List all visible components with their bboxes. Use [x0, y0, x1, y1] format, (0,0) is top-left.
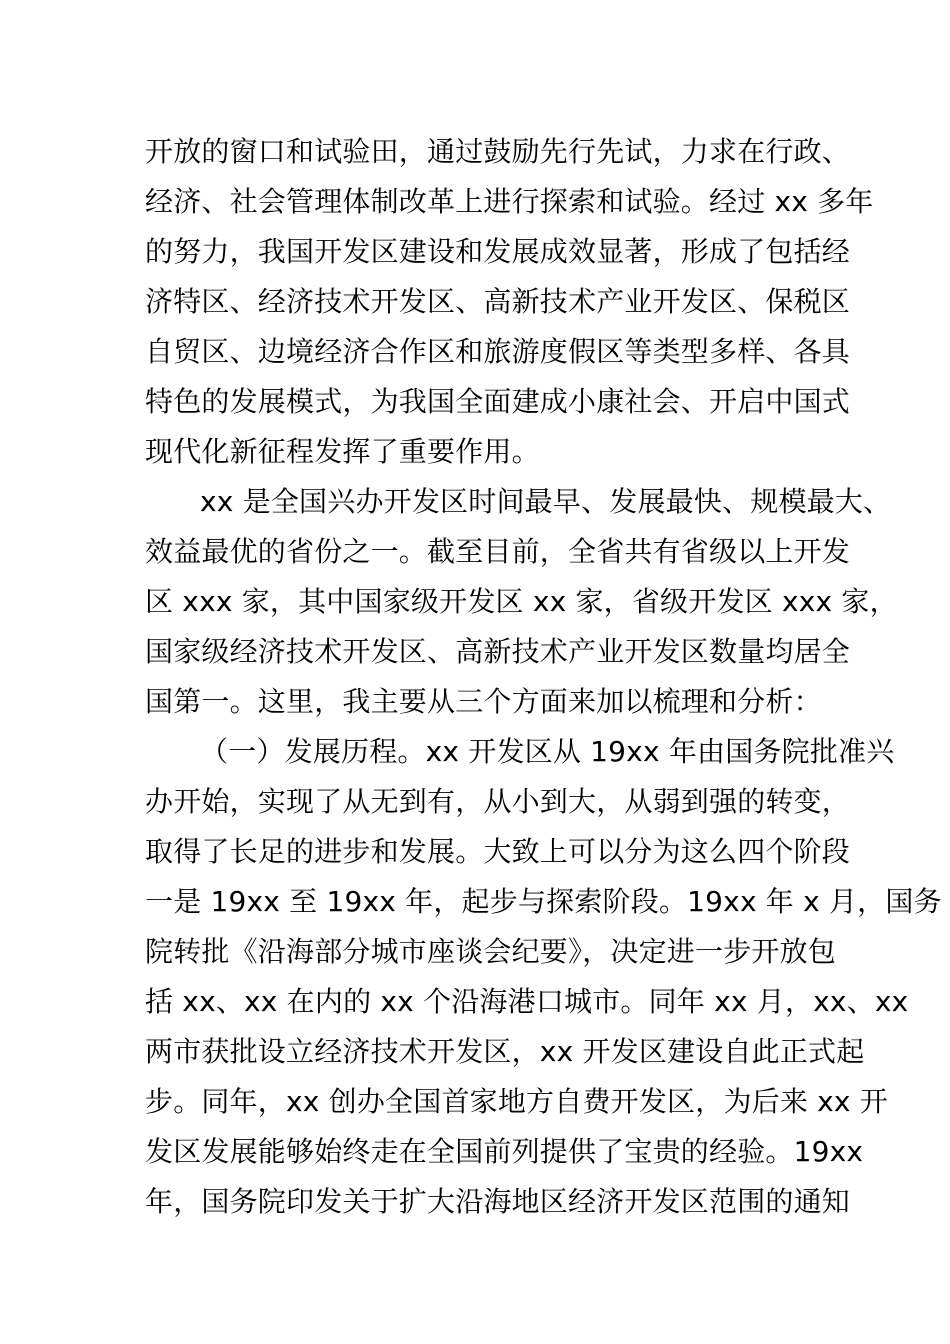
text-line: 国第一。这里，我主要从三个方面来加以梳理和分析：	[145, 685, 822, 718]
text-line: 两市获批设立经济技术开发区，xx 开发区建设自此正式起	[145, 1035, 865, 1068]
text-line: 的努力，我国开发区建设和发展成效显著，形成了包括经	[145, 235, 851, 268]
text-line: 发区发展能够始终走在全国前列提供了宝贵的经验。19xx	[145, 1135, 864, 1168]
text-line: 办开始，实现了从无到有，从小到大，从弱到强的转变，	[145, 785, 851, 818]
text-line: 步。同年，xx 创办全国首家地方自费开发区，为后来 xx 开	[145, 1085, 888, 1118]
text-line: 效益最优的省份之一。截至目前，全省共有省级以上开发	[145, 535, 851, 568]
text-line: 经济、社会管理体制改革上进行探索和试验。经过 xx 多年	[145, 185, 874, 218]
text-line: 年，国务院印发关于扩大沿海地区经济开发区范围的通知	[145, 1185, 851, 1218]
text-line: 取得了长足的进步和发展。大致上可以分为这么四个阶段	[145, 835, 851, 868]
paragraph-first-line: xx 是全国兴办开发区时间最早、发展最快、规模最大、	[200, 485, 892, 518]
text-line: 院转批《沿海部分城市座谈会纪要》，决定进一步开放包	[145, 935, 837, 968]
text-line: 国家级经济技术开发区、高新技术产业开发区数量均居全	[145, 635, 851, 668]
text-line: 特色的发展模式，为我国全面建成小康社会、开启中国式	[145, 385, 851, 418]
text-line: 一是 19xx 至 19xx 年，起步与探索阶段。19xx 年 x 月，国务	[145, 885, 942, 918]
section-heading-line: （一）发展历程。xx 开发区从 19xx 年由国务院批准兴	[200, 735, 895, 768]
text-line: 现代化新征程发挥了重要作用。	[145, 435, 540, 468]
text-line: 开放的窗口和试验田，通过鼓励先行先试，力求在行政、	[145, 135, 851, 168]
text-line: 济特区、经济技术开发区、高新技术产业开发区、保税区	[145, 285, 851, 318]
text-line: 自贸区、边境经济合作区和旅游度假区等类型多样、各具	[145, 335, 851, 368]
text-line: 区 xxx 家，其中国家级开发区 xx 家，省级开发区 xxx 家，	[145, 585, 898, 618]
text-line: 括 xx、xx 在内的 xx 个沿海港口城市。同年 xx 月，xx、xx	[145, 985, 909, 1018]
